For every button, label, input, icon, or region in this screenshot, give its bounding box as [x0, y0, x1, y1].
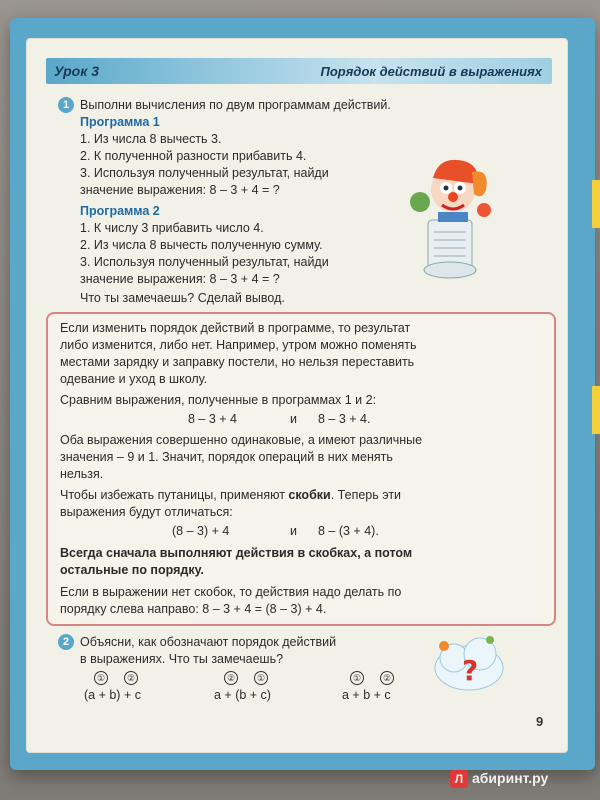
rule-text: значения – 9 и 1. Значит, порядок операций в них менять	[60, 450, 393, 464]
order-mark: ②	[224, 671, 238, 685]
expression: 8 – 3 + 4.	[318, 412, 371, 426]
order-mark: ②	[380, 671, 394, 685]
order-marks	[350, 671, 410, 687]
rule-text: местами зарядку и заправку постели, но нельзя переставить	[60, 355, 415, 369]
bookmark-tab	[592, 386, 600, 434]
task-text: Объясни, как обозначают порядок действий	[80, 635, 337, 649]
program2-step: 1. К числу 3 прибавить число 4.	[80, 221, 264, 235]
order-mark: ①	[94, 671, 108, 685]
program1-title: Программа 1	[80, 115, 160, 129]
task-text: в выражениях. Что ты замечаешь?	[80, 652, 284, 666]
watermark: Л абиринт.ру	[450, 770, 548, 788]
keyword-brackets: скобки	[288, 488, 331, 502]
task-intro: Выполни вычисления по двум программам действий.	[80, 98, 391, 112]
rule-text: выражения будут отличаться:	[60, 505, 233, 519]
expression-conjunction: и	[290, 524, 297, 538]
svg-text:?: ?	[462, 654, 479, 687]
question-cloud-icon	[430, 628, 508, 696]
lesson-header	[46, 58, 552, 84]
order-mark: ①	[254, 671, 268, 685]
lesson-label: Урок 3	[54, 63, 100, 79]
order-mark: ①	[350, 671, 364, 685]
task-question: Что ты замечаешь? Сделай вывод.	[80, 291, 285, 305]
rule-text: Чтобы избежать путаницы, применяют скобки. Теперь эти	[60, 488, 402, 502]
program2-step: 2. Из числа 8 вычесть полученную сумму.	[80, 238, 323, 252]
program1-step: 2. К полученной разности прибавить 4.	[80, 149, 307, 163]
rule-text: либо изменится, либо нет. Например, утром можно поменять	[60, 338, 417, 352]
expression: a + b + c	[342, 688, 391, 702]
program2-title: Программа 2	[80, 204, 160, 218]
expression: (a + b) + c	[84, 688, 141, 702]
program1-step: 1. Из числа 8 вычесть 3.	[80, 132, 222, 146]
labirint-logo-icon: Л	[450, 770, 468, 788]
rule-bold-text: Всегда сначала выполняют действия в скобках, а потом	[60, 546, 413, 560]
program1-step: 3. Используя полученный результат, найди	[80, 166, 329, 180]
rule-text: Сравним выражения, полученные в программах 1 и 2:	[60, 393, 377, 407]
order-marks	[224, 671, 284, 687]
order-mark: ②	[124, 671, 138, 685]
rule-text: Если изменить порядок действий в программе, то результат	[60, 321, 411, 335]
program2-step: 3. Используя полученный результат, найди	[80, 255, 329, 269]
rule-text: нельзя.	[60, 467, 104, 481]
bookmark-tab	[592, 180, 600, 228]
rule-text: порядку слева направо: 8 – 3 + 4 = (8 – 3) + 4.	[60, 602, 327, 616]
page-number: 9	[536, 714, 544, 729]
rule-text: одевание и уход в школу.	[60, 372, 208, 386]
rule-text: Если в выражении нет скобок, то действия надо делать по	[60, 585, 402, 599]
program1-step: значение выражения: 8 – 3 + 4 = ?	[80, 183, 280, 197]
lesson-topic: Порядок действий в выражениях	[320, 64, 542, 79]
expression-conjunction: и	[290, 412, 297, 426]
task-number: 1	[58, 97, 74, 113]
expression: 8 – (3 + 4).	[318, 524, 379, 538]
program2-step: значение выражения: 8 – 3 + 4 = ?	[80, 272, 280, 286]
order-marks	[94, 671, 154, 687]
rule-bold-text: остальные по порядку.	[60, 563, 204, 577]
rule-text: Оба выражения совершенно одинаковые, а имеют различные	[60, 433, 423, 447]
expression: (8 – 3) + 4	[172, 524, 230, 538]
expression: 8 – 3 + 4	[188, 412, 237, 426]
clown-with-scroll-illustration	[398, 150, 498, 280]
task-number: 2	[58, 634, 74, 650]
expression: a + (b + c)	[214, 688, 271, 702]
